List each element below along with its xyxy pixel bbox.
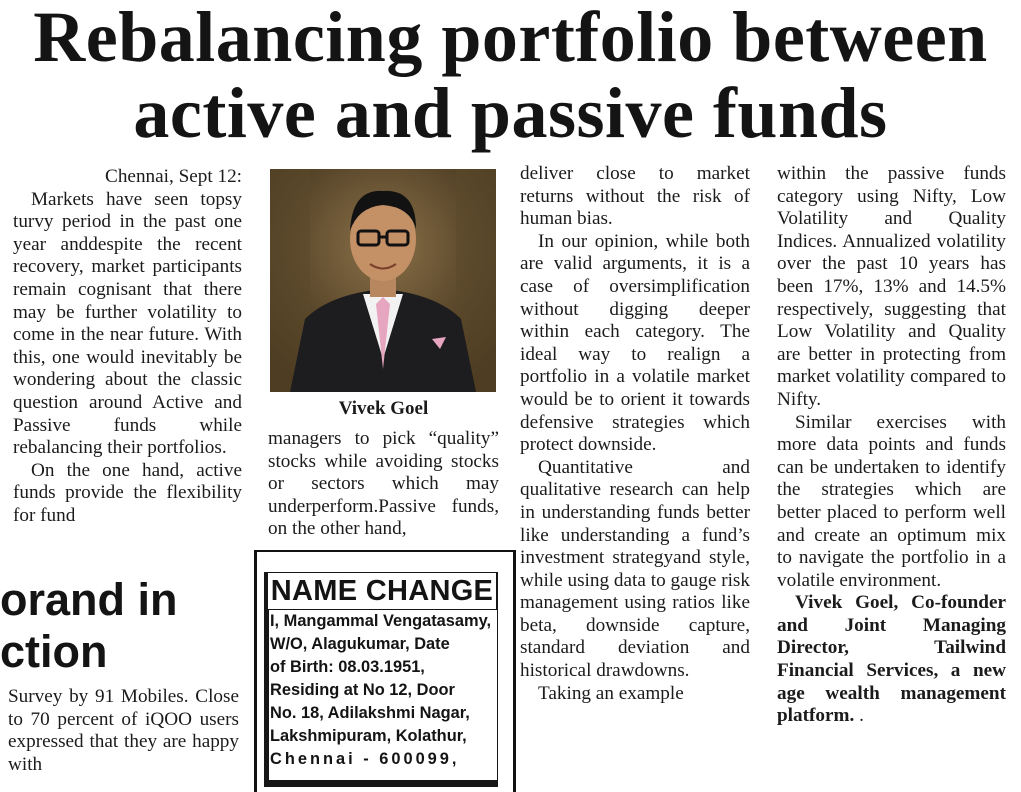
adjacent-story-body: Survey by 91 Mobiles. Close to 70 percent of iQOO users expressed that they are happy with xyxy=(8,686,239,775)
notice-line: W/O, Alagukumar, Date xyxy=(270,635,450,653)
notice-line: Chennai - 600099, xyxy=(270,750,460,768)
adjacent-story-headline xyxy=(0,574,250,678)
byline-text: Vivek Goel, Co-founder and Joint Managing Director, Tailwind Financial Services, a new age wealth management platform. xyxy=(777,592,1006,727)
notice-line: I, Mangammal Vengatasamy, xyxy=(270,612,492,630)
article-column-2 xyxy=(268,428,499,541)
article-paragraph: In our opinion, while both are valid arguments, it is a case of oversimplification without digging deeper within each category. The ideal way to realign a portfolio in a volatile market would be to orient it towards defensive strategies which protect downside. xyxy=(520,230,750,456)
notice-line: Lakshmipuram, Kolathur, xyxy=(270,727,467,745)
dateline: Chennai, Sept 12: xyxy=(105,166,242,187)
author-byline xyxy=(777,592,1006,728)
article-column-1 xyxy=(13,166,242,528)
name-change-title: NAME CHANGE xyxy=(268,573,496,609)
article-paragraph: within the passive funds category using Nifty, Low Volatility and Quality Indices. Annualized volatility over the past 10 years has been 17%, 13% and 14.5% respectively, suggesting that Low Volatility and Quality are better in protecting from market volatility compared to Nifty. xyxy=(777,163,1006,410)
article-column-3 xyxy=(520,163,750,705)
headline-line-1: Rebalancing portfolio between xyxy=(33,0,988,77)
article-paragraph: Quantitative and qualitative research can help in understanding funds better like understanding a fund’s investment strategyand style, while using data to gauge risk management using ratios like beta, downside capture, standard deviation and historical drawdowns. xyxy=(520,456,750,682)
article-paragraph: On the one hand, active funds provide the flexibility for fund xyxy=(13,459,242,526)
notice-line: Residing at No 12, Door xyxy=(270,681,455,699)
article-column-4 xyxy=(777,163,1006,728)
article-paragraph: deliver close to market returns without the risk of human bias. xyxy=(520,163,750,230)
author-photo-illustration xyxy=(270,169,496,392)
author-photo xyxy=(270,169,496,392)
headline-line-2: active and passive funds xyxy=(133,73,888,153)
article-paragraph: Taking an example xyxy=(538,682,684,704)
name-change-notice xyxy=(269,610,497,780)
article-paragraph: Markets have seen topsy turvy period in the past one year anddespite the recent recovery, market participants remain cognisant that there may be further volatility to come in the near future. With this, one would inevitably be wondering about the classic question around Active and Passive funds while rebalancing their portfolios. xyxy=(13,188,242,459)
photo-caption: Vivek Goel xyxy=(338,398,429,419)
article-paragraph: Similar exercises with more data points and funds can be undertaken to identify the strategies which are better placed to perform well and create an optimum mix to navigate the portfolio in a volatile environment. xyxy=(777,411,1006,591)
adjacent-headline-line-1: orand in xyxy=(0,574,178,625)
byline-tail: . xyxy=(854,705,864,727)
article-paragraph: managers to pick “quality” stocks while avoiding stocks or sectors which may underperform.Passive funds, on the other hand, xyxy=(268,428,499,540)
notice-line: No. 18, Adilakshmi Nagar, xyxy=(270,704,470,722)
adjacent-headline-line-2: ction xyxy=(0,626,108,677)
notice-line: of Birth: 08.03.1951, xyxy=(270,658,425,676)
